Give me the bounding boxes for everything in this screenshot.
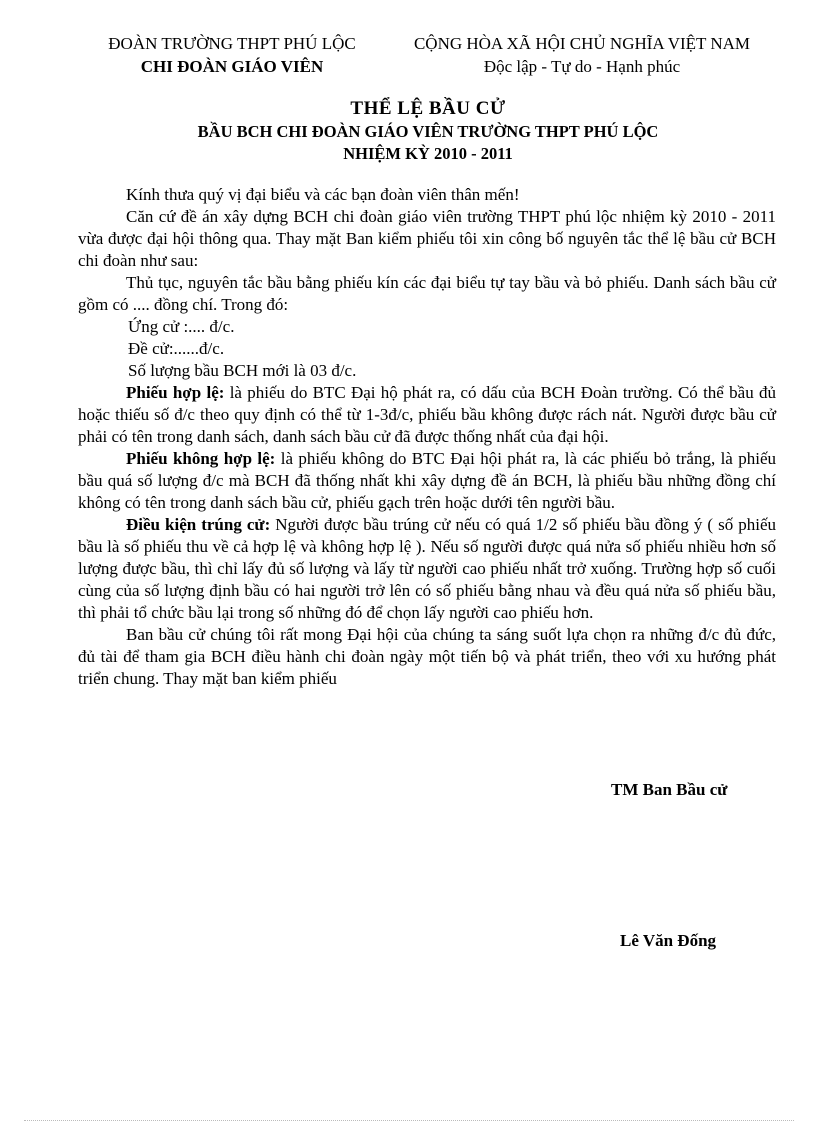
organization-name: ĐOÀN TRƯỜNG THPT PHÚ LỘC (108, 34, 356, 53)
election-condition-text: Người được bầu trúng cử nếu có quá 1/2 số phiếu bầu đồng ý ( số phiếu bầu là số phiếu thu về cả hợp lệ và không hợp lệ ). Nếu số người được quá nửa số phiếu nhiều hơn số lượng được bầu, thì chỉ lấy đủ số lượng và lấy từ người cao phiếu nhất trở xuống. Trường hợp số cuối cùng của số lượng định bầu có hai người trở lên có số phiếu bằng nhau và đều quá nửa số phiếu bầu, thì phải tổ chức bầu lại trong số những đó để chọn lấy người cao phiếu hơn. (78, 515, 776, 622)
document-body (78, 184, 776, 690)
quota-line: Số lượng bầu BCH mới là 03 đ/c. (128, 361, 357, 380)
closing-paragraph: Ban bầu cử chúng tôi rất mong Đại hội của chúng ta sáng suốt lựa chọn ra những đ/c đủ đức, đủ tài để tham gia BCH điều hành chi đoàn ngày một tiến bộ và phát triển, theo với xu hướng phát triển chung. Thay mặt ban kiểm phiếu (78, 625, 776, 688)
intro-paragraph: Căn cứ đề án xây dựng BCH chi đoàn giáo viên trường THPT phú lộc nhiệm kỳ 2010 - 2011 vừa được đại hội thông qua. Thay mặt Ban kiểm phiếu tôi xin công bố nguyên tắc thể lệ bầu cử BCH chi đoàn như sau: (78, 207, 776, 270)
election-condition-paragraph (78, 514, 776, 624)
invalid-ballot-paragraph (78, 448, 776, 514)
valid-ballot-text: là phiếu do BTC Đại hộ phát ra, có dấu của BCH Đoàn trường. Có thể bầu đủ hoặc thiếu số đ/c theo quy định có thể từ 1-3đ/c, phiếu bầu không được rách nát. Người được bầu cử phải có tên trong danh sách, danh sách bầu cử đã được thống nhất của đại hội. (78, 383, 776, 446)
valid-ballot-label: Phiếu hợp lệ: (126, 383, 225, 402)
branch-name: CHI ĐOÀN GIÁO VIÊN (140, 57, 324, 76)
national-title: CỘNG HÒA XÃ HỘI CHỦ NGHĨA VIỆT NAM (413, 34, 751, 53)
page-bottom-divider (24, 1120, 794, 1121)
national-header (386, 32, 778, 78)
signature-role: TM Ban Bầu cử (611, 780, 728, 799)
candidates-line: Ứng cử :.... đ/c. (128, 317, 235, 336)
national-motto: Độc lập - Tự do - Hạnh phúc (483, 57, 681, 76)
document-title (60, 97, 796, 165)
greeting-paragraph: Kính thưa quý vị đại biểu và các bạn đoàn viên thân mến! (126, 185, 520, 204)
title-term: NHIỆM KỲ 2010 - 2011 (343, 144, 513, 163)
organization-header (72, 32, 392, 78)
signature-name: Lê Văn Đống (620, 931, 717, 950)
invalid-ballot-text: là phiếu không do BTC Đại hội phát ra, là các phiếu bỏ trắng, là phiếu bầu quá số lượng đ/c mà BCH đã thống nhất khi xây dựng đề án BCH, là phiếu bầu những đồng chí không có tên trong danh sách bầu cử, phiếu gạch trên hoặc dưới tên người bầu. (78, 449, 776, 512)
title-subtitle: BẦU BCH CHI ĐOÀN GIÁO VIÊN TRƯỜNG THPT PHÚ LỘC (197, 122, 659, 141)
election-condition-label: Điều kiện trúng cử: (126, 515, 271, 534)
nominated-line: Đề cử:......đ/c. (128, 339, 225, 358)
title-main: THỂ LỆ BẦU CỬ (350, 98, 506, 119)
valid-ballot-paragraph (78, 382, 776, 448)
procedure-paragraph: Thủ tục, nguyên tắc bầu bằng phiếu kín các đại biểu tự tay bầu và bỏ phiếu. Danh sách bầu cử gồm có .... đồng chí. Trong đó: (78, 273, 776, 314)
invalid-ballot-label: Phiếu không hợp lệ: (126, 449, 276, 468)
